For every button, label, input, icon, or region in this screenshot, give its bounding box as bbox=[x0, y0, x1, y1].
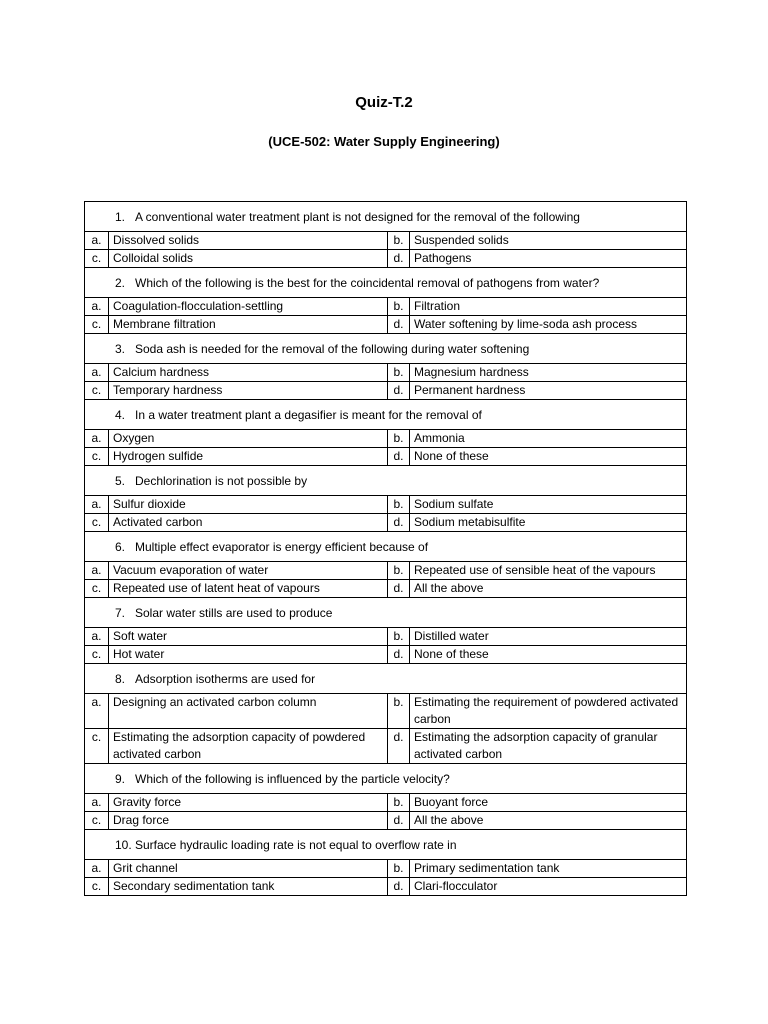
question-row bbox=[85, 400, 687, 430]
option-text: Colloidal solids bbox=[109, 250, 388, 268]
option-row bbox=[85, 694, 687, 729]
option-label: c. bbox=[85, 878, 109, 896]
question-cell bbox=[85, 598, 687, 628]
option-label: d. bbox=[388, 382, 410, 400]
option-text: Estimating the requirement of powdered activated carbon bbox=[410, 694, 687, 729]
question-row bbox=[85, 466, 687, 496]
question-row bbox=[85, 268, 687, 298]
option-row bbox=[85, 562, 687, 580]
option-text: Vacuum evaporation of water bbox=[109, 562, 388, 580]
option-label: a. bbox=[85, 232, 109, 250]
option-label: d. bbox=[388, 580, 410, 598]
option-text: Magnesium hardness bbox=[410, 364, 687, 382]
question-cell bbox=[85, 764, 687, 794]
option-text: Sodium sulfate bbox=[410, 496, 687, 514]
option-label: c. bbox=[85, 448, 109, 466]
option-text: Activated carbon bbox=[109, 514, 388, 532]
question-text: In a water treatment plant a degasifier is meant for the removal of bbox=[135, 408, 482, 422]
option-text: All the above bbox=[410, 812, 687, 830]
option-text: Buoyant force bbox=[410, 794, 687, 812]
question-cell bbox=[85, 334, 687, 364]
option-label: c. bbox=[85, 812, 109, 830]
option-row bbox=[85, 364, 687, 382]
question-text: A conventional water treatment plant is not designed for the removal of the following bbox=[135, 210, 580, 224]
option-label: d. bbox=[388, 812, 410, 830]
question-cell bbox=[85, 830, 687, 860]
question-number: 3. bbox=[115, 342, 126, 356]
option-row bbox=[85, 250, 687, 268]
option-label: c. bbox=[85, 250, 109, 268]
question-cell bbox=[85, 202, 687, 232]
option-text: Temporary hardness bbox=[109, 382, 388, 400]
option-label: a. bbox=[85, 860, 109, 878]
option-label: b. bbox=[388, 298, 410, 316]
option-text: Repeated use of latent heat of vapours bbox=[109, 580, 388, 598]
option-label: b. bbox=[388, 364, 410, 382]
option-label: d. bbox=[388, 646, 410, 664]
option-label: d. bbox=[388, 514, 410, 532]
option-label: a. bbox=[85, 298, 109, 316]
option-row bbox=[85, 580, 687, 598]
option-label: c. bbox=[85, 514, 109, 532]
option-label: d. bbox=[388, 878, 410, 896]
option-text: Permanent hardness bbox=[410, 382, 687, 400]
question-number: 5. bbox=[115, 474, 126, 488]
option-row bbox=[85, 430, 687, 448]
option-text: Hydrogen sulfide bbox=[109, 448, 388, 466]
option-text: Hot water bbox=[109, 646, 388, 664]
option-label: d. bbox=[388, 250, 410, 268]
option-text: Filtration bbox=[410, 298, 687, 316]
option-text: Drag force bbox=[109, 812, 388, 830]
option-label: c. bbox=[85, 382, 109, 400]
question-row bbox=[85, 764, 687, 794]
question-cell bbox=[85, 268, 687, 298]
option-label: b. bbox=[388, 794, 410, 812]
option-text: Sodium metabisulfite bbox=[410, 514, 687, 532]
option-label: b. bbox=[388, 496, 410, 514]
question-row bbox=[85, 334, 687, 364]
option-text: Estimating the adsorption capacity of granular activated carbon bbox=[410, 729, 687, 764]
option-row bbox=[85, 514, 687, 532]
question-row bbox=[85, 664, 687, 694]
question-cell bbox=[85, 664, 687, 694]
question-text: Which of the following is influenced by the particle velocity? bbox=[135, 772, 450, 786]
option-row bbox=[85, 382, 687, 400]
question-row bbox=[85, 202, 687, 232]
question-number: 1. bbox=[115, 210, 126, 224]
option-text: Grit channel bbox=[109, 860, 388, 878]
option-text: Soft water bbox=[109, 628, 388, 646]
option-label: b. bbox=[388, 694, 410, 729]
option-row bbox=[85, 316, 687, 334]
option-row bbox=[85, 812, 687, 830]
question-text: Surface hydraulic loading rate is not equal to overflow rate in bbox=[135, 838, 457, 852]
option-text: Secondary sedimentation tank bbox=[109, 878, 388, 896]
option-row bbox=[85, 878, 687, 896]
course-subtitle: (UCE-502: Water Supply Engineering) bbox=[268, 134, 500, 149]
option-label: b. bbox=[388, 628, 410, 646]
option-label: b. bbox=[388, 232, 410, 250]
question-cell bbox=[85, 532, 687, 562]
option-text: Pathogens bbox=[410, 250, 687, 268]
option-text: Water softening by lime-soda ash process bbox=[410, 316, 687, 334]
question-cell bbox=[85, 466, 687, 496]
option-label: c. bbox=[85, 316, 109, 334]
option-label: a. bbox=[85, 794, 109, 812]
question-row bbox=[85, 532, 687, 562]
option-text: Dissolved solids bbox=[109, 232, 388, 250]
option-text: Coagulation-flocculation-settling bbox=[109, 298, 388, 316]
option-text: Membrane filtration bbox=[109, 316, 388, 334]
option-label: d. bbox=[388, 316, 410, 334]
question-number: 2. bbox=[115, 276, 126, 290]
question-text: Soda ash is needed for the removal of the following during water softening bbox=[135, 342, 530, 356]
option-text: Estimating the adsorption capacity of powdered activated carbon bbox=[109, 729, 388, 764]
question-number: 10. bbox=[115, 838, 132, 852]
option-label: a. bbox=[85, 628, 109, 646]
option-row bbox=[85, 628, 687, 646]
question-row bbox=[85, 598, 687, 628]
question-row bbox=[85, 830, 687, 860]
option-text: Suspended solids bbox=[410, 232, 687, 250]
option-label: a. bbox=[85, 496, 109, 514]
question-text: Dechlorination is not possible by bbox=[135, 474, 308, 488]
question-text: Solar water stills are used to produce bbox=[135, 606, 333, 620]
question-cell bbox=[85, 400, 687, 430]
quiz-table bbox=[84, 201, 687, 896]
quiz-title: Quiz-T.2 bbox=[355, 94, 413, 111]
option-label: c. bbox=[85, 646, 109, 664]
option-text: Calcium hardness bbox=[109, 364, 388, 382]
question-number: 4. bbox=[115, 408, 126, 422]
option-label: b. bbox=[388, 860, 410, 878]
option-label: c. bbox=[85, 580, 109, 598]
option-text: Primary sedimentation tank bbox=[410, 860, 687, 878]
option-row bbox=[85, 232, 687, 250]
option-row bbox=[85, 298, 687, 316]
option-label: a. bbox=[85, 562, 109, 580]
option-text: Gravity force bbox=[109, 794, 388, 812]
option-text: Oxygen bbox=[109, 430, 388, 448]
option-label: a. bbox=[85, 694, 109, 729]
option-text: Clari-flocculator bbox=[410, 878, 687, 896]
option-label: b. bbox=[388, 562, 410, 580]
option-text: None of these bbox=[410, 646, 687, 664]
question-text: Multiple effect evaporator is energy efficient because of bbox=[135, 540, 429, 554]
question-text: Adsorption isotherms are used for bbox=[135, 672, 316, 686]
option-label: d. bbox=[388, 448, 410, 466]
option-text: Designing an activated carbon column bbox=[109, 694, 388, 729]
question-number: 6. bbox=[115, 540, 126, 554]
option-label: a. bbox=[85, 364, 109, 382]
option-label: b. bbox=[388, 430, 410, 448]
option-row bbox=[85, 448, 687, 466]
option-row bbox=[85, 646, 687, 664]
option-text: Sulfur dioxide bbox=[109, 496, 388, 514]
option-text: Distilled water bbox=[410, 628, 687, 646]
option-row bbox=[85, 860, 687, 878]
question-text: Which of the following is the best for the coincidental removal of pathogens from water? bbox=[135, 276, 600, 290]
option-row bbox=[85, 794, 687, 812]
option-row bbox=[85, 496, 687, 514]
option-row bbox=[85, 729, 687, 764]
question-number: 9. bbox=[115, 772, 126, 786]
option-text: All the above bbox=[410, 580, 687, 598]
option-label: c. bbox=[85, 729, 109, 764]
option-text: Ammonia bbox=[410, 430, 687, 448]
option-label: d. bbox=[388, 729, 410, 764]
option-label: a. bbox=[85, 430, 109, 448]
option-text: None of these bbox=[410, 448, 687, 466]
question-number: 7. bbox=[115, 606, 126, 620]
option-text: Repeated use of sensible heat of the vapours bbox=[410, 562, 687, 580]
question-number: 8. bbox=[115, 672, 126, 686]
